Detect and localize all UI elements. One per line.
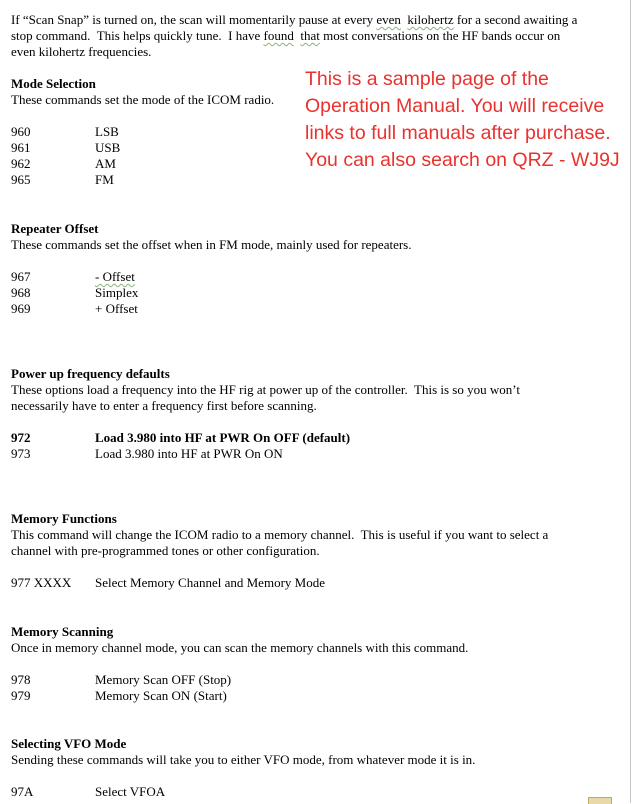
sample-page-notice: This is a sample page of the Operation Manual. You will receive links to full manuals after purchase. You can also search on QRZ - WJ9J [305,68,620,171]
command-code: 977 XXXX [11,575,72,590]
command-label: Select Memory Channel and Memory Mode [95,575,325,590]
mode-selection-heading: Mode Selection [11,76,96,91]
command-label: USB [95,140,121,155]
command-label: Load 3.980 into HF at PWR On OFF (default) [95,430,351,445]
command-code: 97A [11,784,34,799]
vfo-mode-heading: Selecting VFO Mode [11,736,127,751]
command-label: Load 3.980 into HF at PWR On ON [95,446,283,461]
command-code: 962 [11,156,31,171]
command-label: Simplex [95,285,139,300]
repeater-offset-desc: These commands set the offset when in FM mode, mainly used for repeaters. [11,237,412,252]
command-label: + Offset [95,301,138,316]
command-code: 979 [11,688,31,703]
command-code: 965 [11,172,31,187]
mode-selection-desc: These commands set the mode of the ICOM radio. [11,92,275,107]
command-code: 961 [11,140,31,155]
intro-line-1: If “Scan Snap” is turned on, the scan will momentarily pause at every even kilohertz for a second awaiting a [11,12,578,27]
memory-functions-heading: Memory Functions [11,511,117,526]
command-label: Select VFOA [95,784,166,799]
command-label: FM [95,172,114,187]
power-up-desc-2: necessarily have to enter a frequency first before scanning. [11,398,317,413]
repeater-offset-heading: Repeater Offset [11,221,99,236]
command-code: 972 [11,430,31,445]
command-code: 967 [11,269,31,284]
power-up-desc-1: These options load a frequency into the HF rig at power up of the controller. This is so you won’t [11,382,520,397]
command-label: - Offset [95,269,135,284]
command-code: 978 [11,672,31,687]
command-label: Memory Scan OFF (Stop) [95,672,232,687]
intro-line-2: stop command. This helps quickly tune. I have found that most conversations on the HF bands occur on [11,28,561,43]
memory-functions-desc-2: channel with pre-programmed tones or other configuration. [11,543,320,558]
command-label: LSB [95,124,119,139]
memory-scanning-heading: Memory Scanning [11,624,114,639]
power-up-heading: Power up frequency defaults [11,366,170,381]
page-edge-divider [630,0,631,803]
memory-scanning-desc: Once in memory channel mode, you can scan the memory channels with this command. [11,640,469,655]
command-code: 960 [11,124,31,139]
command-code: 973 [11,446,31,461]
command-label: Memory Scan ON (Start) [95,688,227,703]
command-code: 969 [11,301,31,316]
command-label: AM [95,156,116,171]
intro-line-3: even kilohertz frequencies. [11,44,152,59]
memory-functions-desc-1: This command will change the ICOM radio to a memory channel. This is useful if you want to select a [11,527,549,542]
command-code: 968 [11,285,31,300]
vfo-mode-desc: Sending these commands will take you to either VFO mode, from whatever mode it is in. [11,752,476,767]
